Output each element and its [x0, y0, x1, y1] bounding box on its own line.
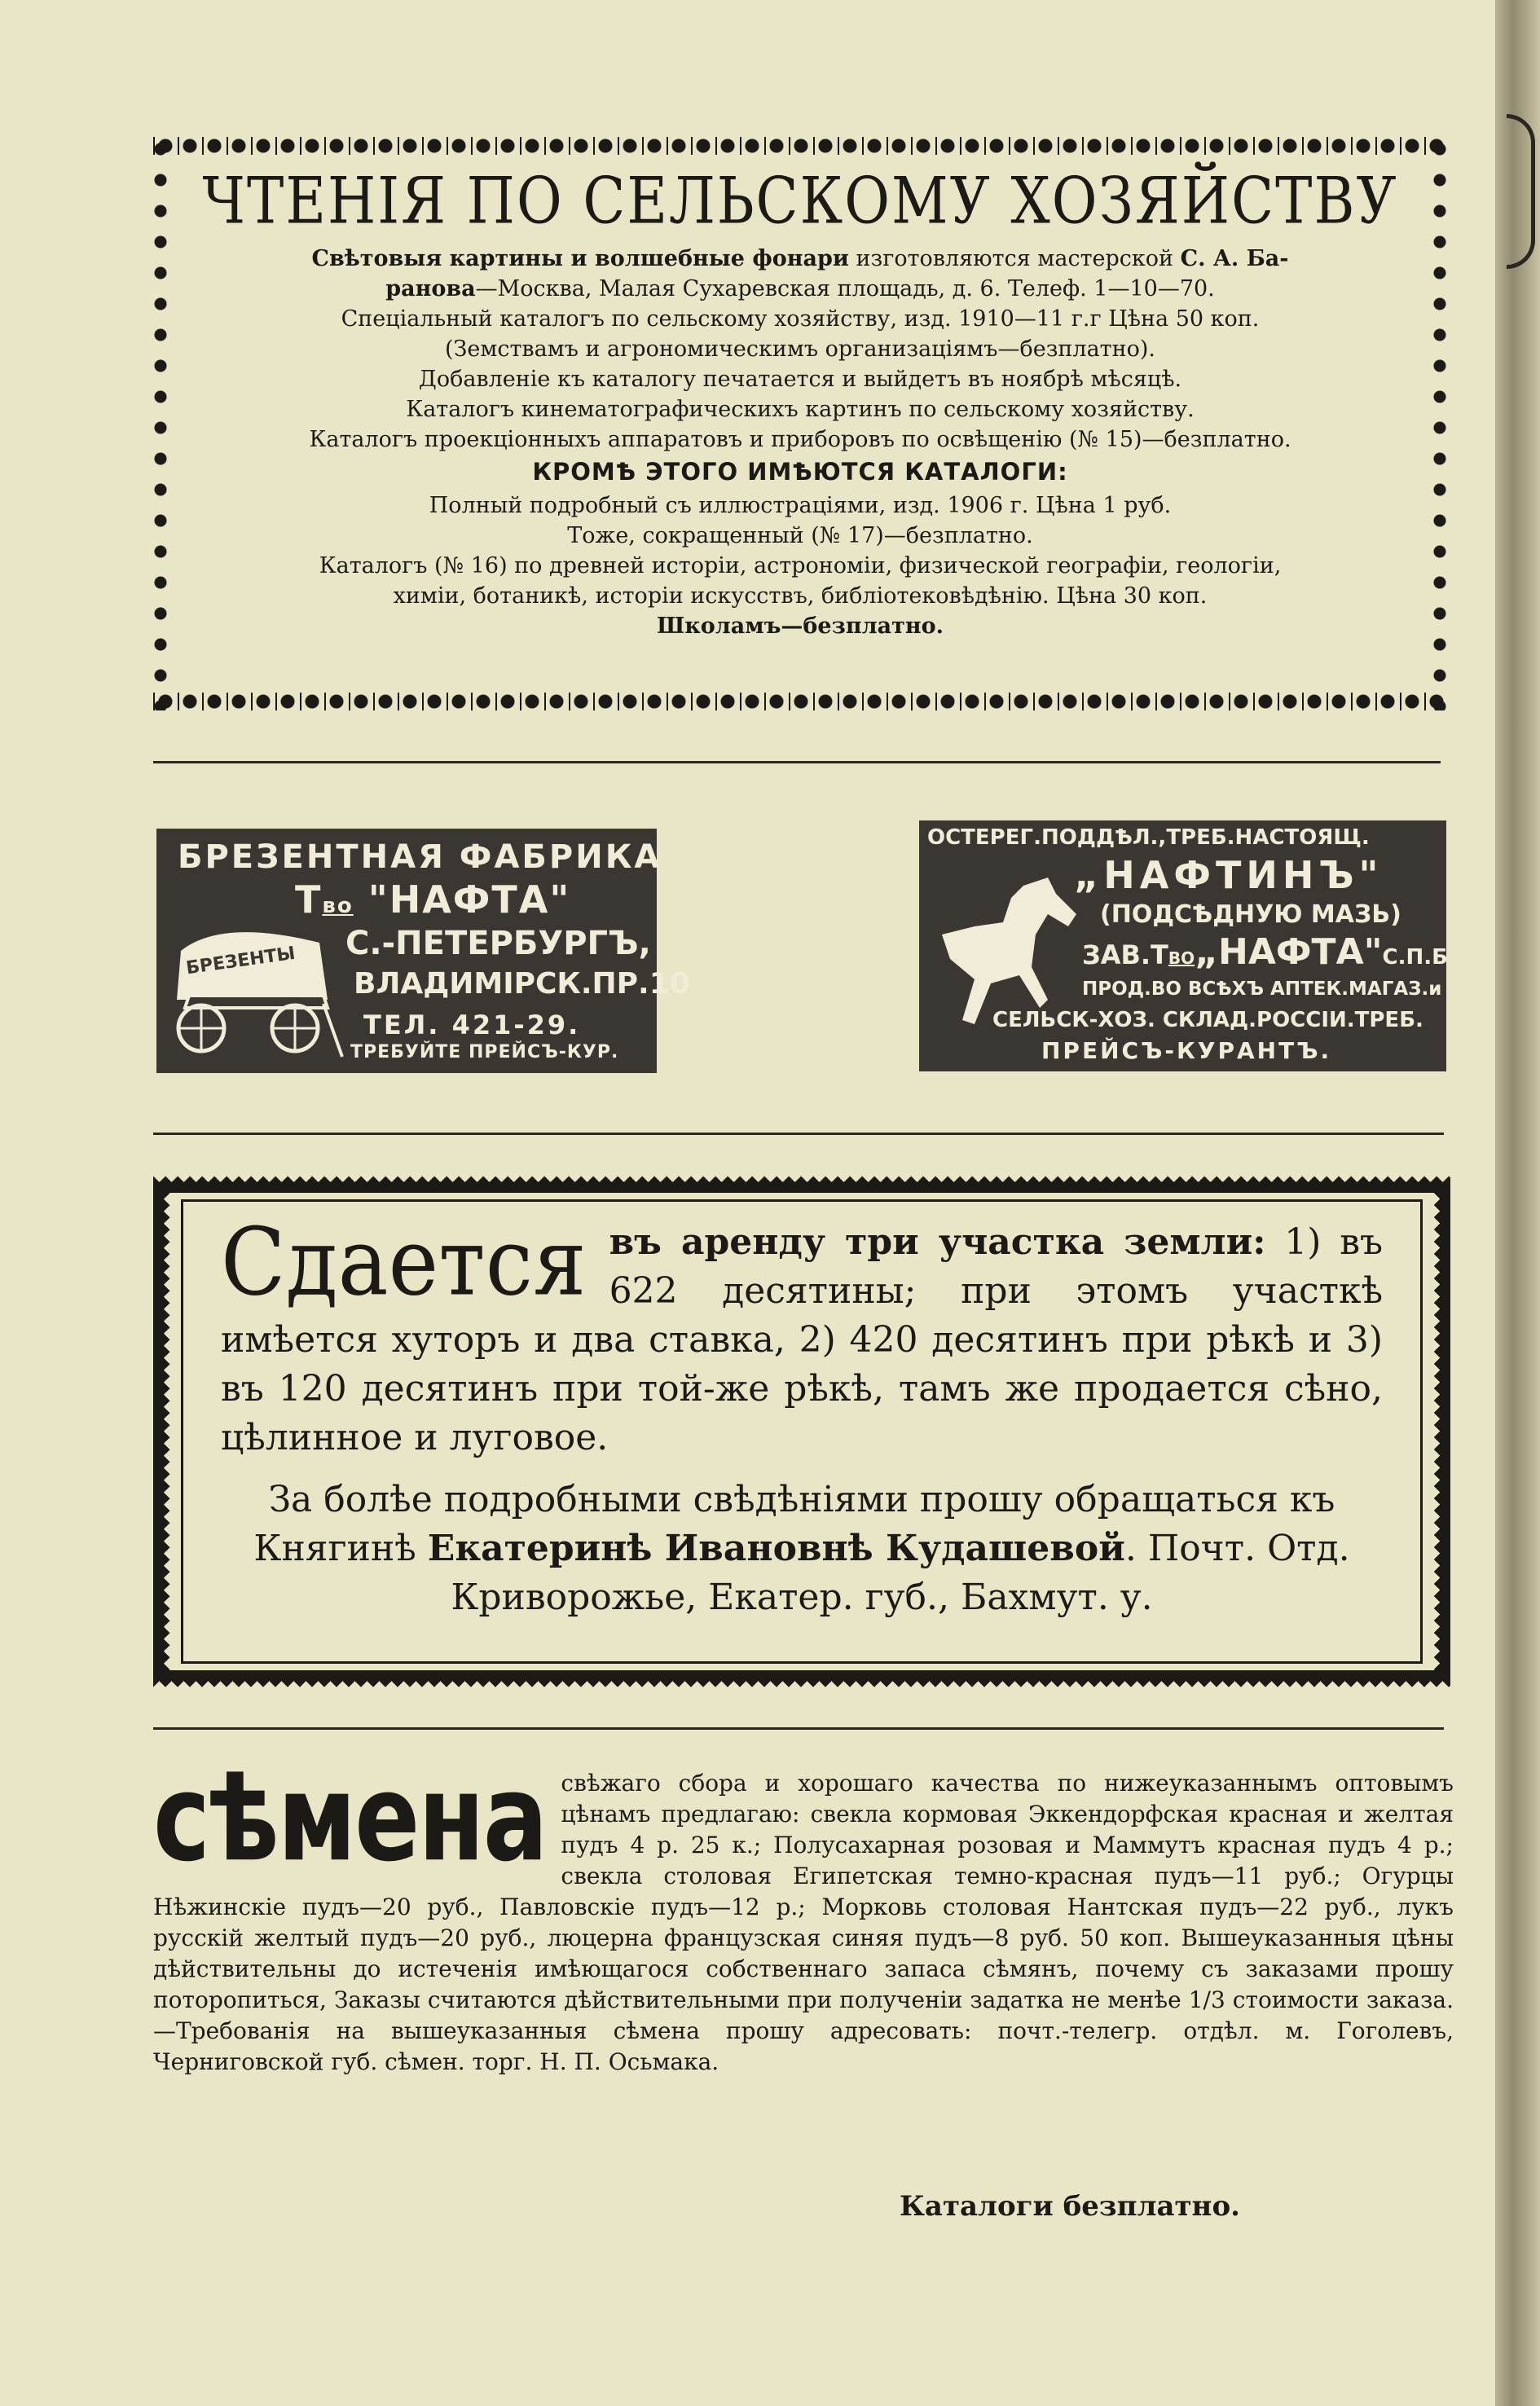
divider [153, 761, 1441, 763]
ad1-text: "НАФТА" [353, 878, 571, 921]
ad1-text: Т [295, 878, 323, 921]
ad-line-bold: С. А. Ба- [1180, 246, 1289, 271]
ad-paragraph-text: . Почт. Отд. Криворожье, Екатер. губ., Бахмут. у. [451, 1528, 1350, 1618]
ad-line: (Земствамъ и агрономическимъ организаціямъ—безплатно). [445, 336, 1155, 362]
ad-line: Каталогъ (№ 16) по древней исторіи, астрономіи, физической географіи, геологіи, [319, 553, 1282, 578]
ad-line: Школамъ—безплатно. [656, 614, 944, 639]
ad2-line: (ПОДСѢДНУЮ МАЗЬ) [1100, 900, 1401, 929]
ad1-line: ВЛАДИМІРСК.ПР.10 [354, 967, 690, 1001]
ad-headword: сѣмена [153, 1747, 547, 1889]
ad-paragraph-text: За болѣе подробными свѣдѣніями прошу обращаться къ Княгинѣ [253, 1479, 1335, 1569]
page-edge [1495, 0, 1540, 2406]
ad-line: Спеціальный каталогъ по сельскому хозяйству, изд. 1910—11 г.г Цѣна 50 коп. [341, 306, 1260, 332]
agriculture-readings-ad [153, 137, 1447, 710]
ad-subheading: КРОМѢ ЭТОГО ИМѢЮТСЯ КАТАЛОГИ: [532, 458, 1068, 486]
ad-line: Каталогъ проекціонныхъ аппаратовъ и приборовъ по освѣщенію (№ 15)—безплатно. [309, 427, 1291, 452]
ad2-line: ПРОД.ВО ВСѢХЪ АПТЕК.МАГАЗ.и [1082, 979, 1442, 1000]
ad1-line: ТЕЛ. 421-29. [363, 1009, 581, 1040]
ornament-border-right [1429, 1193, 1450, 1670]
ad-line: химіи, ботаникѣ, исторіи искусствъ, библіотековѣдѣнію. Цѣна 30 коп. [393, 583, 1208, 609]
ad-paragraph-bold: Екатеринѣ Ивановнѣ Кудашевой [427, 1528, 1125, 1569]
ad-line: Добавленіе къ каталогу печатается и выйдетъ въ ноябрѣ мѣсяцѣ. [418, 367, 1182, 392]
ad-title: ЧТЕНІЯ ПО СЕЛЬСКОМУ ХОЗЯЙСТВУ [202, 165, 1398, 239]
naftin-ad [919, 820, 1446, 1071]
ad2-text: ЗАВ.Т [1082, 939, 1168, 970]
land-lease-text-frame [181, 1199, 1423, 1664]
tarpaulin-factory-ad [156, 829, 690, 1073]
divider [153, 1727, 1444, 1730]
ad-line-text: изготовляются мастерской [848, 246, 1181, 271]
ad1-line: ТРЕБУЙТЕ ПРЕЙСЪ-КУР. [350, 1042, 619, 1062]
land-lease-ad [153, 1172, 1450, 1691]
catalogs-note: Каталоги безплатно. [900, 2190, 1240, 2223]
ornament-border-top [153, 137, 1447, 155]
ad-line-bold: ранова [385, 276, 476, 301]
divider [153, 1133, 1444, 1135]
ad-line-bold: Свѣтовыя картины и волшебные фонари [311, 246, 849, 271]
ad-paragraph-text: 1) въ 622 десятины; при этомъ участкѣ имѣется хуторъ и два ставка, 2) 420 десятинъ при рѣкѣ и 3) въ 120 десятинъ при той-же рѣкѣ, тамъ же продается сѣно, цѣлинное и луговое. [221, 1221, 1383, 1458]
ad-paragraph-bold: въ аренду три участка земли: [609, 1221, 1266, 1263]
ad-line [189, 274, 1411, 304]
ad2-line: „НАФТИНЪ" [1074, 853, 1384, 897]
ad-line: Тоже, сокращенный (№ 17)—безплатно. [567, 523, 1033, 548]
horse-icon [926, 869, 1089, 1032]
ad1-line: С.-ПЕТЕРБУРГЪ, [345, 925, 651, 962]
ad-headword: Сдается [221, 1207, 587, 1317]
ornament-border-left [153, 1193, 174, 1670]
ad2-text: С.П.Б [1382, 945, 1448, 970]
wagon-label: БРЕЗЕНТЫ [184, 943, 297, 979]
ad1-text: во [322, 894, 354, 918]
ornament-border-right [1432, 137, 1447, 710]
ad2-line: СЕЛЬСК-ХОЗ. СКЛАД.РОССІИ.ТРЕБ. [992, 1008, 1423, 1032]
ornament-border-bottom [153, 1670, 1450, 1691]
ad2-text: ВО [1168, 948, 1195, 968]
seeds-ad [153, 1747, 1454, 2078]
ad-line-text: —Москва, Малая Сухаревская площадь, д. 6. Телеф. 1—10—70. [475, 276, 1215, 301]
ad-line: Каталогъ кинематографическихъ картинъ по сельскому хозяйству. [406, 397, 1195, 422]
ad1-line [295, 878, 570, 921]
wagon-icon [165, 918, 344, 1065]
ad2-line: ПРЕЙСЪ-КУРАНТЪ. [1041, 1037, 1332, 1064]
ad1-line: БРЕЗЕНТНАЯ ФАБРИКА [178, 838, 662, 876]
ornament-border-left [153, 137, 168, 710]
ornament-curl [1507, 114, 1535, 269]
ad-paragraph [221, 1476, 1383, 1622]
ornament-border-top [153, 1172, 1450, 1193]
ornament-border-bottom [153, 693, 1447, 710]
seeds-text: свѣжаго сбора и хорошаго качества по нижеуказаннымъ оптовымъ цѣнамъ предлагаю: свекла кормовая Эккендорфская красная и желтая пудъ 4 р. 25 к.; Полусахарная розовая и Маммутъ красная пудъ 4 р.; свекла столовая Египетская темно-красная пудъ—11 руб.; Огурцы Нѣжинскіе пудъ—20 руб., Павловскіе пудъ—12 р.; Морковь столовая Нантская пудъ—22 руб., лукъ русскій желтый пудъ—20 руб., люцерна французская синяя пудъ—8 руб. 50 коп. Вышеуказанныя цѣны дѣйствительны до истеченія имѣющагося собственнаго запаса сѣмянъ, почему съ заказами прошу поторопиться, Заказы считаются дѣйствительными при полученіи задатка не менѣе 1/3 стоимости заказа.—Требованія на вышеуказанныя сѣмена прошу адресовать: почт.-телегр. отдѣл. м. Гоголевъ, Черниговской губ. сѣмен. торг. Н. П. Осьмака. [153, 1770, 1454, 2075]
ad2-line [1082, 931, 1448, 973]
ad2-text: „НАФТА" [1195, 931, 1383, 973]
ad-line [189, 244, 1411, 274]
ad2-line: ОСТЕРЕГ.ПОДДѢЛ.,ТРЕБ.НАСТОЯЩ. [927, 825, 1370, 850]
ad-line: Полный подробный съ иллюстраціями, изд. 1906 г. Цѣна 1 руб. [429, 493, 1172, 518]
